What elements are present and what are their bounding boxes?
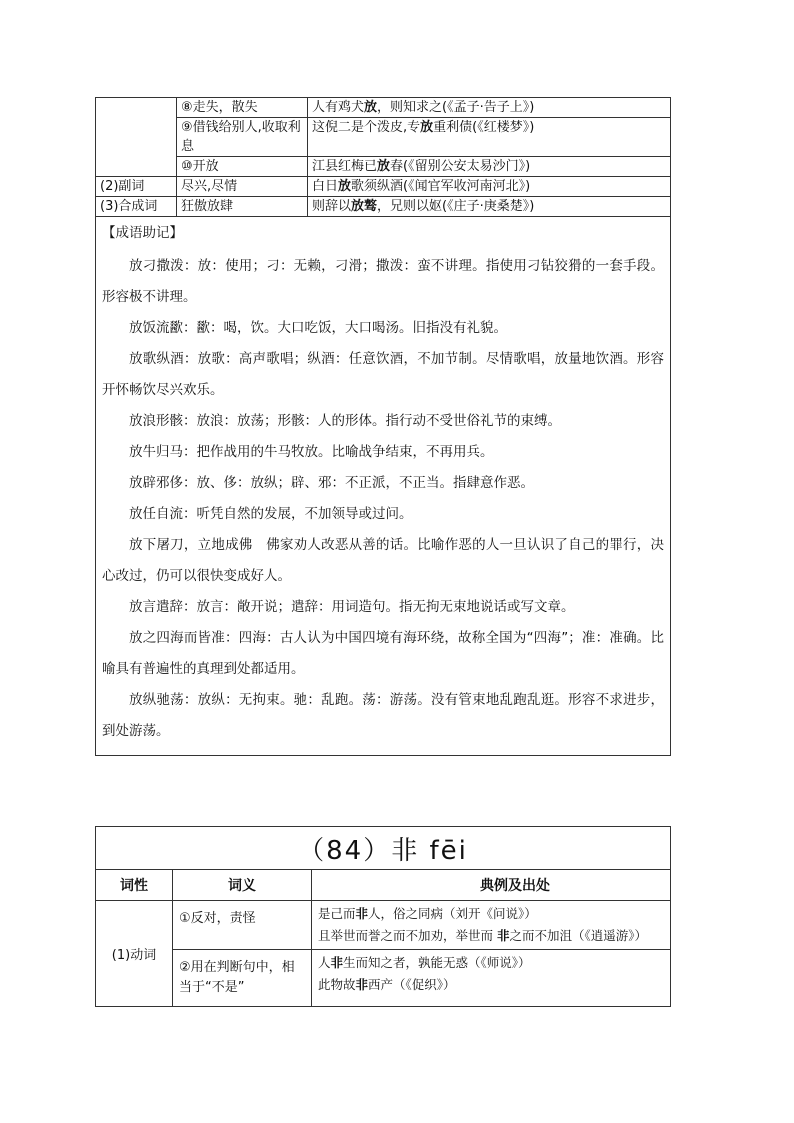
- meaning-cell: ⑩开放: [177, 157, 308, 177]
- table-row: [96, 98, 671, 118]
- header-examples: 典例及出处: [312, 870, 671, 901]
- example-line: 且举世而誉之而不加劝，举世而 非之而不加沮（《逍遥游》）: [318, 928, 648, 943]
- idiom-item: 放下屠刀，立地成佛 佛家劝人改恶从善的话。比喻作恶的人一旦认识了自己的罪行，决心改过，仍可以很快变成好人。: [102, 537, 664, 584]
- example-cell: 白日放歌须纵酒(《闻官军收河南河北》): [308, 177, 671, 197]
- title-row: [96, 827, 671, 870]
- keyword: 非: [496, 928, 510, 943]
- meaning-cell: ①反对，责怪: [173, 901, 312, 950]
- meaning-cell: ②用在判断句中，相当于“不是”: [173, 950, 312, 1007]
- meaning-cell: 狂傲放肆: [177, 197, 308, 217]
- example-cell: [312, 901, 671, 950]
- keyword: 放骜: [351, 199, 378, 214]
- keyword: 放: [364, 100, 378, 115]
- keyword: 非: [355, 977, 369, 992]
- table-row: [96, 901, 671, 950]
- idiom-item: 放任自流：听凭自然的发展，不加领导或过问。: [129, 506, 413, 522]
- keyword: 放: [377, 159, 391, 174]
- keyword: 非: [355, 906, 369, 921]
- definition-table-fei: [95, 826, 671, 1007]
- example-line: 是己而非人，俗之同病（刘开《问说》）: [318, 906, 537, 921]
- idiom-item: 放之四海而皆准：四海：古人认为中国四境有海环绕，故称全国为“四海”；准：准确。比喻具有普遍性的真理到处都适用。: [102, 630, 664, 677]
- idiom-item: 放言遣辞：放言：敞开说；遣辞：用词造句。指无拘无束地说话或写文章。: [129, 599, 575, 615]
- meaning-cell: 尽兴,尽情: [177, 177, 308, 197]
- example-line: 人非生而知之者，孰能无惑（《师说》）: [318, 955, 531, 970]
- idiom-item: 放辟邪侈：放、侈：放纵；辟、邪：不正派，不正当。指肆意作恶。: [129, 475, 534, 491]
- idiom-item: 放歌纵酒：放歌：高声歌唱；纵酒：任意饮酒，不加节制。尽情歌唱，放量地饮酒。形容开怀畅饮尽兴欢乐。: [102, 351, 664, 398]
- header-row: [96, 870, 671, 901]
- meaning-cell: ⑧走失，散失: [177, 98, 308, 118]
- example-cell: 这倪二是个泼皮,专放重利债(《红楼梦》): [308, 118, 671, 157]
- idiom-item: 放饭流歠：歠：喝，饮。大口吃饭，大口喝汤。旧指没有礼貌。: [129, 320, 507, 336]
- pos-cell: (3)合成词: [96, 197, 177, 217]
- idiom-item: 放牛归马：把作战用的牛马牧放。比喻战争结束，不再用兵。: [129, 444, 494, 460]
- entry-title: （84）非 fēi: [96, 827, 671, 870]
- header-meaning: 词义: [173, 870, 312, 901]
- pos-cell: (2)副词: [96, 177, 177, 197]
- pos-cell: (1)动词: [96, 901, 173, 1007]
- example-cell: 江县红梅已放春(《留别公安太易沙门》): [308, 157, 671, 177]
- example-cell: [312, 950, 671, 1007]
- keyword: 非: [330, 955, 344, 970]
- definition-table-fang: [95, 97, 671, 756]
- notes-row: [96, 217, 671, 756]
- keyword: 放: [420, 120, 434, 135]
- example-cell: 则辞以放骜，兄则以妪(《庄子·庚桑楚》): [308, 197, 671, 217]
- table-row: [96, 118, 671, 157]
- idiom-item: 放刁撒泼：放：使用；刁：无赖，刁滑；撒泼：蛮不讲理。指使用刁钻狡猾的一套手段。形容极不讲理。: [102, 258, 664, 305]
- idiom-notes: [96, 217, 671, 756]
- table-row: [96, 177, 671, 197]
- table-row: [96, 197, 671, 217]
- example-line: 此物故非西产（《促织》）: [318, 977, 456, 992]
- keyword: 放: [338, 179, 352, 194]
- example-cell: 人有鸡犬放，则知求之(《孟子·告子上》): [308, 98, 671, 118]
- idiom-item: 放纵驰荡：放纵：无拘束。驰：乱跑。荡：游荡。没有管束地乱跑乱逛。形容不求进步，到处游荡。: [102, 692, 664, 739]
- idiom-item: 放浪形骸：放浪：放荡；形骸：人的形体。指行动不受世俗礼节的束缚。: [129, 413, 561, 429]
- meaning-cell: ⑨借钱给别人,收取利息: [177, 118, 308, 157]
- table-row: [96, 157, 671, 177]
- pos-cell: [96, 98, 177, 177]
- table-row: [96, 950, 671, 1007]
- header-pos: 词性: [96, 870, 173, 901]
- notes-heading: 【成语助记】: [102, 225, 183, 241]
